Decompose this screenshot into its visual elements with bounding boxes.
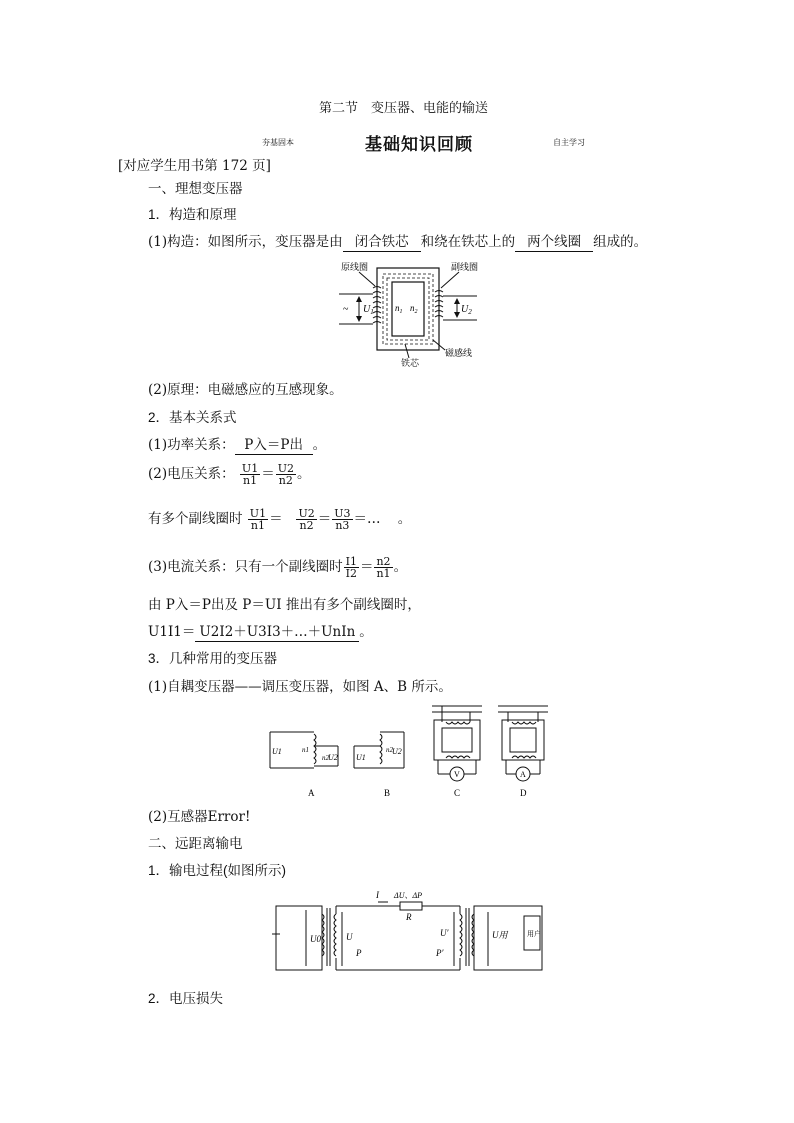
u0-label: U0 <box>310 934 321 944</box>
construct-blank-coils: 两个线圈 <box>515 233 593 252</box>
fig-label-c: C <box>454 788 461 798</box>
current-suffix: 。 <box>393 559 408 575</box>
section-heading-2: 二、远距离输电 <box>148 836 243 851</box>
u2-label: $U_2$ <box>461 304 472 316</box>
fig-b-u1: U1 <box>356 753 366 762</box>
user-load-label: 用户 <box>527 930 541 938</box>
u1-label: $U_1$ <box>363 304 374 316</box>
voltage-suffix: 。 <box>296 466 311 482</box>
sum-answer: U2I2＋U3I3＋…＋UnIn <box>195 623 359 642</box>
fig-a-n1: n1 <box>302 746 309 754</box>
fig-label-a: A <box>308 788 315 798</box>
resistance-label: R <box>406 912 412 922</box>
sum-suffix: 。 <box>359 624 373 640</box>
p-label: P <box>356 948 362 958</box>
equals-sign: ＝ <box>317 511 332 527</box>
subheading-voltage-loss: 2．电压损失 <box>148 991 224 1006</box>
fig-b-n2: n2 <box>386 746 393 754</box>
fig-label-d: D <box>520 788 527 798</box>
flux-line-label: 磁感线 <box>445 348 473 358</box>
u-user-label: U用 <box>492 930 508 940</box>
u-label: U <box>346 932 353 942</box>
voltage-prefix: (2)电压关系： <box>148 466 235 482</box>
multi-fraction-2: $\frac{U2}{n2}$ <box>298 507 315 532</box>
secondary-coil-label: 副线圈 <box>451 262 479 272</box>
subheading-relations: 2．基本关系式 <box>148 410 237 425</box>
power-relation <box>148 436 326 455</box>
equals-sign: ＝ <box>359 559 374 575</box>
current-fraction-1: $\frac{I1}{I2}$ <box>345 555 357 580</box>
multi-fraction-3: $\frac{U3}{n3}$ <box>334 507 351 532</box>
construct-blank-core: 闭合铁芯 <box>343 233 421 252</box>
power-prefix: (1)功率关系： <box>148 437 235 453</box>
primary-coil-label: 原线圈 <box>341 262 369 272</box>
principle-text: (2)原理：电磁感应的互感现象。 <box>148 382 343 398</box>
current-fraction-2: $\frac{n2}{n1}$ <box>376 555 391 580</box>
subheading-process: 1．输电过程(如图所示) <box>148 863 286 878</box>
power-suffix: 。 <box>312 437 327 453</box>
section-banner: 基础知识回顾 <box>365 135 473 155</box>
power-answer: P入＝P出 <box>235 436 313 455</box>
subheading-construct: 1．构造和原理 <box>148 207 237 222</box>
fig-a-n2: n2 <box>322 754 329 762</box>
voltage-relation <box>148 463 310 486</box>
multi-coil-relation <box>148 508 411 531</box>
transformer-types-diagram <box>262 702 552 800</box>
fig-a-u1: U1 <box>272 747 282 756</box>
current-prefix: (3)电流关系：只有一个副线圈时 <box>148 559 343 575</box>
fig-a-u2: U2 <box>328 753 338 762</box>
voltage-fraction-1: $\frac{U1}{n1}$ <box>241 462 259 487</box>
multi-fraction-1: $\frac{U1}{n1}$ <box>249 507 267 532</box>
multi-suffix: 。 <box>397 511 412 527</box>
construct-line <box>148 233 647 252</box>
n1-label: $n_1$ <box>395 303 403 315</box>
section-heading-1: 一、理想变压器 <box>148 181 243 196</box>
equals-sign: ＝ <box>261 466 275 482</box>
iron-core-label: 铁芯 <box>401 358 420 368</box>
multi-prefix: 有多个副线圈时 <box>148 511 243 527</box>
auto-transformer-text: (1)自耦变压器——调压变压器，如图 A、B 所示。 <box>148 679 452 695</box>
fig-label-b: B <box>384 788 391 798</box>
voltmeter-icon: V <box>454 770 460 779</box>
ammeter-icon: A <box>520 770 526 779</box>
construct-mid: 和绕在铁芯上的 <box>420 234 516 250</box>
book-reference: [对应学生用书第 172 页] <box>118 158 271 174</box>
current-relation <box>148 556 407 579</box>
u-prime-label: U′ <box>440 928 449 938</box>
subheading-types: 3．几种常用的变压器 <box>148 651 278 666</box>
fig-b-u2: U2 <box>392 747 402 756</box>
mutual-inductor-text: (2)互感器Error! <box>148 809 251 825</box>
left-tag: 夯基固本 <box>262 138 294 147</box>
equals-sign: ＝ <box>269 511 283 527</box>
power-transmission-diagram <box>270 886 548 976</box>
right-tag: 自主学习 <box>553 138 585 147</box>
sum-relation <box>148 623 373 642</box>
n2-label: $n_2$ <box>410 303 418 315</box>
p-prime-label: P′ <box>436 948 444 958</box>
multi-tail: ＝… <box>353 511 381 527</box>
voltage-fraction-2: $\frac{U2}{n2}$ <box>277 462 294 487</box>
sum-left: U1I1＝ <box>148 624 196 640</box>
construct-suffix: 组成的。 <box>593 234 648 250</box>
current-i-label: I <box>376 890 379 900</box>
ac-source-symbol: ~ <box>343 304 349 315</box>
transformer-diagram <box>337 258 487 370</box>
construct-prefix: (1)构造：如图所示，变压器是由 <box>148 234 343 250</box>
page-title: 第二节 变压器、电能的输送 <box>319 101 489 116</box>
derive-text: 由 P入＝P出及 P＝UI 推出有多个副线圈时， <box>148 597 421 613</box>
loss-label: ΔU、ΔP <box>394 891 423 900</box>
